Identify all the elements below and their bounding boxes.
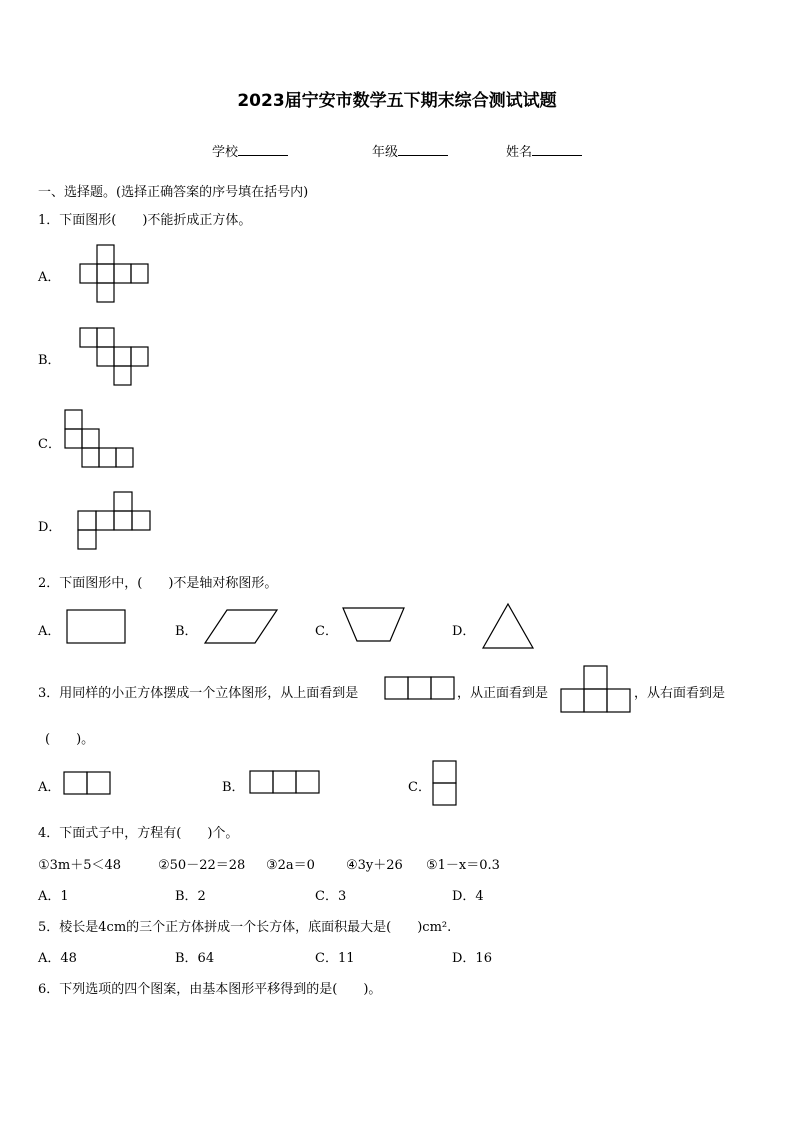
- q5-option-a[interactable]: A．48: [38, 951, 77, 966]
- q2-stem: 2．下面图形中，( )不是轴对称图形。: [38, 576, 278, 591]
- trapezoid-shape: [343, 608, 407, 644]
- rectangle-shape: [67, 610, 127, 644]
- q4-option-b[interactable]: B．2: [175, 889, 206, 904]
- q3-option-b-shape: [250, 771, 320, 795]
- q3-option-a-shape: [64, 772, 112, 796]
- q3-top-view: [385, 677, 455, 701]
- grade-field: [372, 141, 448, 160]
- name-label: 姓名: [506, 145, 533, 160]
- grade-label: 年级: [372, 145, 399, 160]
- q3-front-view: [561, 666, 633, 714]
- q4-option-a[interactable]: A．1: [38, 889, 69, 904]
- q3-stem-part1: 3．用同样的小正方体摆成一个立体图形，从上面看到是: [38, 686, 359, 701]
- q2-option-a-label[interactable]: A．: [38, 624, 61, 639]
- q1-option-d-label[interactable]: D．: [38, 520, 62, 535]
- triangle-shape: [483, 604, 535, 650]
- q2-option-b-label[interactable]: B．: [175, 624, 198, 639]
- name-field: [506, 141, 582, 160]
- q1-option-a-label[interactable]: A．: [38, 270, 61, 285]
- q1-net-c: [65, 410, 137, 468]
- q5-option-b[interactable]: B．64: [175, 951, 215, 966]
- q3-stem-line2: ( )。: [45, 732, 95, 747]
- school-field: [212, 141, 288, 160]
- school-blank[interactable]: [238, 143, 288, 156]
- parallelogram-shape: [205, 610, 279, 645]
- q3-option-c-label[interactable]: C．: [408, 780, 431, 795]
- q3-stem-part3: ，从右面看到是: [634, 686, 726, 701]
- q6-stem: 6．下列选项的四个图案，由基本图形平移得到的是( )。: [38, 982, 382, 997]
- q1-stem: 1．下面图形( )不能折成正方体。: [38, 213, 252, 228]
- q4-option-d[interactable]: D．4: [452, 889, 484, 904]
- q3-stem-part2: ，从正面看到是: [457, 686, 549, 701]
- q1-option-c-label[interactable]: C．: [38, 437, 61, 452]
- q5-option-c[interactable]: C．11: [315, 951, 355, 966]
- q4-formula-3: ③2a＝0: [266, 858, 315, 873]
- q4-formula-2: ②50－22＝28: [158, 858, 246, 873]
- q5-stem: 5．棱长是4cm的三个正方体拼成一个长方体，底面积最大是( )cm².: [38, 920, 452, 935]
- name-blank[interactable]: [532, 143, 582, 156]
- q1-option-b-label[interactable]: B．: [38, 353, 61, 368]
- school-label: 学校: [212, 145, 239, 160]
- q2-option-c-label[interactable]: C．: [315, 624, 338, 639]
- q4-formula-4: ④3y＋26: [346, 858, 403, 873]
- q4-stem: 4．下面式子中，方程有( )个。: [38, 826, 239, 841]
- q1-net-a: [80, 245, 152, 303]
- q5-option-d[interactable]: D．16: [452, 951, 492, 966]
- q1-net-d: [78, 492, 150, 550]
- q3-option-a-label[interactable]: A．: [38, 780, 61, 795]
- page-title: 2023届宁安市数学五下期末综合测试试题: [237, 91, 557, 111]
- q4-formula-1: ①3m＋5＜48: [38, 858, 122, 873]
- q4-option-c[interactable]: C．3: [315, 889, 347, 904]
- q3-option-b-label[interactable]: B．: [222, 780, 245, 795]
- q3-option-c-shape: [433, 761, 459, 807]
- q1-net-b: [80, 328, 152, 388]
- q2-option-d-label[interactable]: D．: [452, 624, 476, 639]
- grade-blank[interactable]: [398, 143, 448, 156]
- q4-formula-5: ⑤1－x＝0.3: [426, 858, 500, 873]
- section-heading: 一、选择题。(选择正确答案的序号填在括号内): [38, 185, 309, 200]
